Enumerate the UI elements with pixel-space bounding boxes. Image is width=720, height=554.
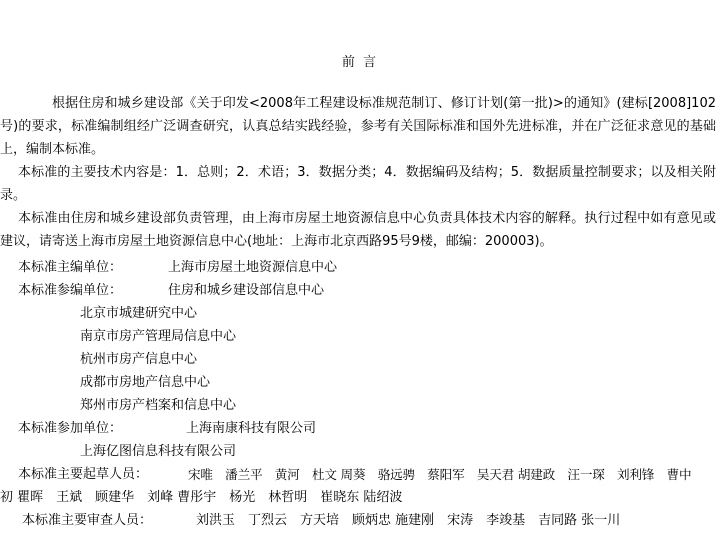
joining-unit-item: 上海亿图信息科技有限公司	[80, 444, 237, 459]
participating-unit-item: 南京市房产管理局信息中心	[80, 329, 237, 344]
paragraph-contents: 本标准的主要技术内容是：1．总则；2．术语；3．数据分类；4．数据编码及结构；5．数据质量控制要求；以及相关附录。	[0, 165, 716, 203]
drafters-names-line2: 初 瞿晖 王斌 顾建华 刘峰 曹彤宇 杨光 林哲明 崔晓东 陆绍波	[0, 490, 403, 505]
drafters-label: 本标准主要起草人员：	[18, 467, 149, 482]
participating-unit-item: 杭州市房产信息中心	[80, 352, 198, 367]
participating-unit-item: 郑州市房产档案和信息中心	[80, 398, 237, 413]
page-title: 前 言	[341, 55, 379, 70]
joining-units-label: 本标准参加单位：	[18, 421, 123, 436]
drafters-names-line1: 宋唯 潘兰平 黄河 杜文 周葵 骆远骋 蔡阳军 吴天君 胡建政 汪一琛 刘利锋 曹中	[188, 467, 692, 482]
chief-unit-label: 本标准主编单位：	[18, 260, 123, 275]
joining-unit-item: 上海南康科技有限公司	[186, 421, 317, 436]
paragraph-basis: 根据住房和城乡建设部《关于印发<2008年工程建设标准规范制订、修订计划(第一批)>的通知》(建标[2008]102号)的要求，标准编制组经广泛调查研究，认真总结实践经验，参考有关国际标准和国外先进标准，并在广泛征求意见的基础上，编制本标准。	[0, 96, 716, 157]
participating-unit-item: 住房和城乡建设部信息中心	[168, 283, 325, 298]
participating-unit-item: 北京市城建研究中心	[80, 306, 198, 321]
participating-unit-item: 成都市房地产信息中心	[80, 375, 211, 390]
reviewers-label: 本标准主要审查人员：	[22, 513, 153, 528]
reviewers-names: 刘洪玉 丁烈云 方天培 顾炳忠 施建刚 宋涛 李竣基 吉同路 张一川	[196, 513, 621, 528]
paragraph-management: 本标准由住房和城乡建设部负责管理，由上海市房屋土地资源信息中心负责具体技术内容的解释。执行过程中如有意见或建议，请寄送上海市房屋土地资源信息中心(地址：上海市北京西路95号9楼，邮编：200003)。	[0, 211, 716, 249]
participating-units-label: 本标准参编单位：	[18, 283, 123, 298]
chief-unit-value: 上海市房屋土地资源信息中心	[168, 260, 338, 275]
